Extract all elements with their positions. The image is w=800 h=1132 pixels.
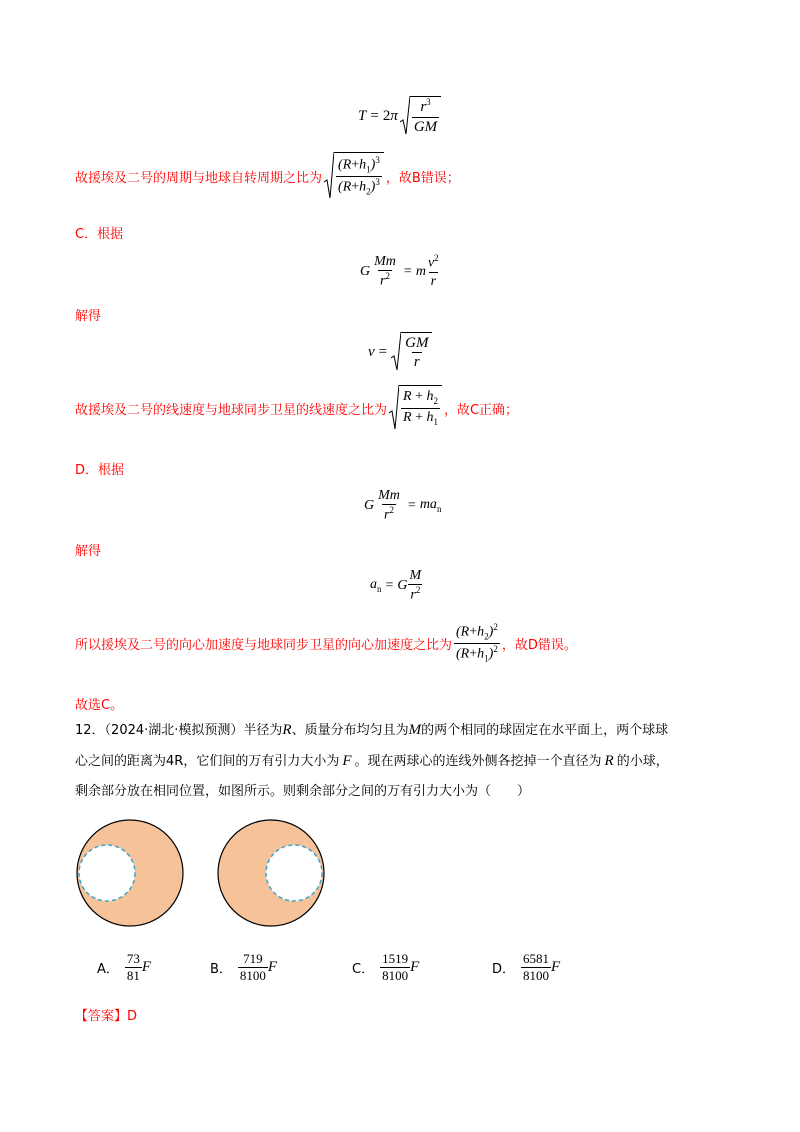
question-12 [75,715,725,807]
d-head: D．根据 [75,463,125,478]
b-conclusion: 故援埃及二号的周期与地球自转周期之比为 $\frac{(R+h_1)^3}{(R+h_2)^3}$ ，故B错误； [75,152,460,200]
formula-gravity-velocity: G $\frac{Mm}{r^2}$ = m $\frac{v^2}{r}$ [360,253,439,290]
c-solve: 解得 [75,309,102,324]
ratio-period-formula: $\frac{(R+h_1)^3}{(R+h_2)^3}$ [324,152,384,200]
formula-period: T = 2 π $\frac{r^3}{GM}$ [358,96,441,136]
question-line-1: 12．（2024·湖北·模拟预测）半径为R、质量分布均匀且为M的两个相同的球固定在水平面上，两个球球 [75,722,669,738]
c-head: C．根据 [75,227,124,242]
ratio-velocity-formula: $\frac{R + h_2}{R + h_1}$ [389,385,442,431]
answer-line: 【答案】D [75,1009,138,1024]
question-line-3: 剩余部分放在相同位置，如图所示。则剩余部分之间的万有引力大小为（ ） [75,784,531,799]
question-line-2: 心之间的距离为4R，它们间的万有引力大小为 F 。现在两球心的连线外侧各挖掉一个直径为 R 的小球， [75,753,669,769]
left-cavity [79,845,135,901]
option-b[interactable]: B． $\frac{719}{8100}$ F [210,951,278,984]
option-d[interactable]: D． $\frac{6581}{8100}$ F [492,951,561,984]
right-cavity [266,845,322,901]
final-choice: 故选C。 [75,698,124,713]
d-conclusion: 所以援埃及二号的向心加速度与地球同步卫星的向心加速度之比为 $\frac{(R+h_2)^2}{(R+h_1)^2}$ ，故D错误。 [75,622,577,664]
spheres-figure [75,818,335,928]
c-conclusion: 故援埃及二号的线速度与地球同步卫星的线速度之比为 $\frac{R + h_2}{R + h_1}$ ，故C正确； [75,385,518,431]
ratio-accel-formula: $\frac{(R+h_2)^2}{(R+h_1)^2}$ [456,622,498,664]
option-c[interactable]: C． $\frac{1519}{8100}$ F [352,951,420,984]
formula-gravity-accel: G $\frac{Mm}{r^2}$ = $ma_n$ [364,488,442,524]
d-solve: 解得 [75,544,102,559]
formula-accel: $a_n$ = G $\frac{M}{r^2}$ [370,568,422,604]
option-a[interactable]: A． $\frac{73}{81}$ F [97,951,152,984]
formula-velocity: v = $\frac{GM}{r}$ [368,332,432,372]
